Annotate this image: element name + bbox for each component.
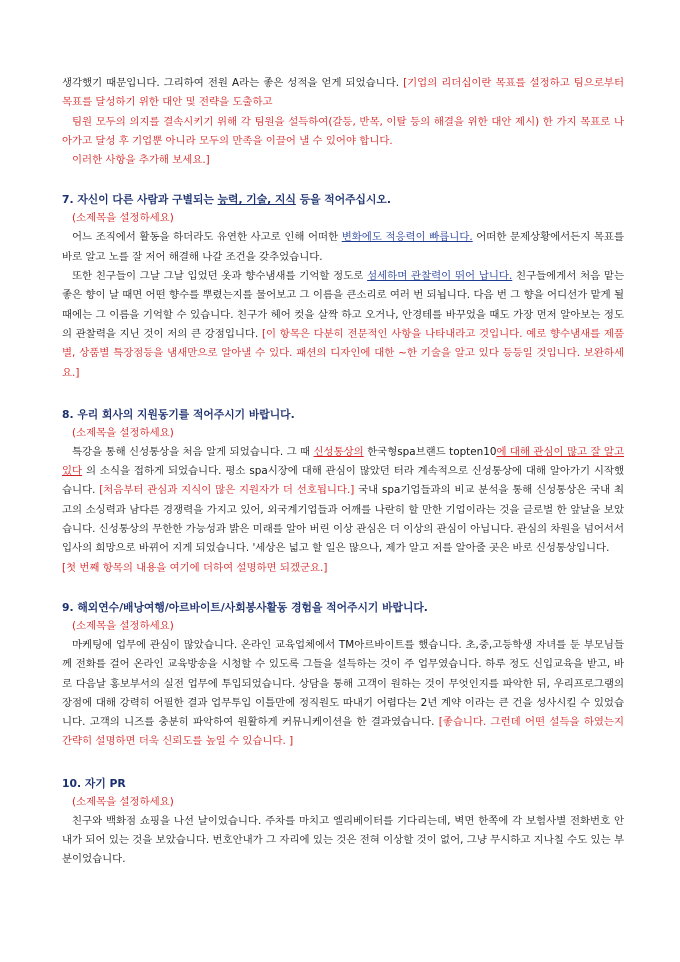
question-10-heading: 10. 자기 PR <box>62 776 126 790</box>
question-10-section <box>62 774 624 870</box>
question-9-section <box>62 598 624 752</box>
q7-p1-text-end: 어떠한 문제상황에서든지 목표를 바로 알고 노를 잘 저어 해결해 나갈 조건을 갖추었습니다. <box>62 231 624 263</box>
question-8-paragraph <box>62 443 624 559</box>
question-7-heading <box>62 190 624 209</box>
q9-text: 마케팅에 업무에 관심이 많았습니다. 온라인 교육업체에서 TM아르바이트를 했습니다. 초,중,고등학생 자녀를 둔 부모님들께 전화를 걸어 온라인 교육방송을 시청할 수 있도록 그들을 설득하는 것이 주 업무였습니다. 하루 정도 신입교육을 받고, 바로 다음날 홍보부서의 실전 업무에 투입되었습니다. 상담을 통해 고객이 원하는 것이 무엇인지를 파악한 뒤, 우리프로그램의 장점에 대해 강력히 어필한 결과 업무투입 이틀만에 정직원도 따내기 어렵다는 2년 계약 이라는 큰 건을 성사시킬 수 있었습니다. 고객의 니즈를 충분히 파악하여 원활하게 커뮤니케이션을 한 결과였습니다. <box>62 638 624 729</box>
question-9-paragraph <box>62 636 624 752</box>
question-8-section <box>62 405 624 578</box>
question-10-paragraph: 친구와 백화점 쇼핑을 나선 날이었습니다. 주차를 마치고 엘리베이터를 기다리는데, 벽면 한쪽에 각 보험사별 전화번호 안내가 되어 있는 것을 보았습니다. 번호안내가 그 자리에 있는 것은 전혀 이상할 것이 없어, 그냥 무시하고 지나칠 수도 있는 부분이었습니다. <box>62 814 624 866</box>
question-8-subtitle: (소제목을 설정하세요) <box>72 426 174 439</box>
q7-heading-suffix: 등을 적어주십시오. <box>295 193 391 207</box>
intro-comment-continued: 팀원 모두의 의지를 결속시키기 위해 각 팀원을 설득하여(갈등, 반목, 이탈 등의 해결을 위한 대안 제시) 한 가지 목표로 나아가고 달성 후 기업뿐 아니라 모두의 만족을 이끌어 낼 수 있어야 합니다. <box>62 115 624 147</box>
question-8-heading: 8. 우리 회사의 지원동기를 적어주시기 바랍니다. <box>62 407 295 421</box>
q9-comment: [좋습니다. 그런데 어떤 설득을 하였는지 간략히 설명하면 더욱 신뢰도를 높일 수 있습니다. ] <box>62 716 624 748</box>
intro-section <box>62 74 624 170</box>
question-9-subtitle: (소제목을 설정하세요) <box>72 619 174 632</box>
q8-highlight-1: 신성통상의 <box>313 445 364 458</box>
question-7-paragraph-2 <box>62 267 624 383</box>
intro-comment: [기업의 리더십이란 목표를 설정하고 팀으로부터 목표를 달성하기 위한 대안 및 전략을 도출하고 <box>62 77 624 109</box>
q8-text-2: 한국형spa브랜드 topten10 <box>363 445 497 458</box>
intro-text: 생각했기 때문입니다. 그리하여 전원 A라는 좋은 성적을 얻게 되었습니다. <box>62 77 404 89</box>
question-9-heading: 9. 해외연수/배낭여행/아르바이트/사회봉사활동 경험을 적어주시기 바랍니다. <box>62 600 428 614</box>
question-10-subtitle: (소제목을 설정하세요) <box>72 795 174 808</box>
question-7-section <box>62 190 624 382</box>
q7-p2-text: 또한 친구들이 그날 그날 입었던 옷과 향수냄새를 기억할 정도로 <box>72 270 368 283</box>
q7-heading-prefix: 7. 자신이 다른 사람과 구별되는 <box>62 193 218 207</box>
q8-highlight-2: 에 대해 관심이 많고 잘 알고 있다 <box>62 445 624 478</box>
intro-comment-end: 이러한 사항을 추가해 보세요.] <box>72 154 210 167</box>
q7-p1-underlined: 변화에도 적응력이 빠릅니다. <box>341 231 473 244</box>
question-7-subtitle: (소제목을 설정하세요) <box>72 212 174 225</box>
question-7-paragraph-1 <box>62 228 624 267</box>
intro-paragraph <box>62 74 624 113</box>
q8-text-4: 국내 spa기업들과의 비교 분석을 통해 신성통상은 국내 최고의 소싱력과 남다른 경쟁력을 가지고 있어, 외국계기업들과 어깨를 나란히 할 만한 기업이라는 것을 글로벌 한 앞날을 보았습니다. 신성통상의 무한한 가능성과 밝은 미래를 알아 버린 이상 관심은 더 이상의 관심이 아닙니다. 관심의 차원을 넘어서서 입사의 희망으로 바뀌어 지게 되었습니다. '세상은 넓고 할 일은 많으나, 제가 알고 저를 알아줄 곳은 바로 신성통상입니다. <box>62 484 624 555</box>
q7-heading-underlined: 능력, 기술, 지식 <box>217 193 296 207</box>
q7-p2-underlined: 섬세하며 관찰력이 뛰어 납니다. <box>367 270 513 283</box>
q8-comment-1: [처음부터 관심과 지식이 많은 지원자가 더 선호됩니다.] <box>99 484 355 497</box>
q7-p2-comment: [이 항목은 다분히 전문적인 사항을 나타내라고 것입니다. 예로 향수냄새를 제품별, 상품별 특장점등을 냄새만으로 알아낼 수 있다. 패션의 디자인에 대한 ~한 기술을 알고 있다 등등일 것입니다. 보완하세요.] <box>62 327 624 379</box>
q7-p1-text: 어느 조직에서 활동을 하더라도 유연한 사고로 인해 어떠한 <box>72 231 342 244</box>
q7-p2-text-mid: 친구들에게서 처음 맡는 좋은 향이 날 때면 어떤 향수를 뿌렸는지를 물어보고 그 이름을 큰소리로 여러 번 되뇝니다. 다음 번 그 향을 어디선가 맡게 될 때에는 그 이름을 기억할 수 있습니다. 친구가 헤어 컷을 살짝 하고 오거나, 안경테를 바꾸었을 때도 가장 먼저 알아보는 정도의 관찰력을 지닌 것이 저의 큰 강점입니다. <box>62 270 625 340</box>
q8-text-3: 의 소식을 접하게 되었습니다. 평소 spa시장에 대해 관심이 많았던 터라 계속적으로 신성통상에 대해 알아가기 시작했습니다. <box>62 465 624 497</box>
q8-text-1: 특강을 통해 신성통상을 처음 알게 되었습니다. 그 때 <box>72 445 314 458</box>
question-8-comment: [첫 번째 항목의 내용을 여기에 더하여 설명하면 되겠군요.] <box>62 561 328 574</box>
